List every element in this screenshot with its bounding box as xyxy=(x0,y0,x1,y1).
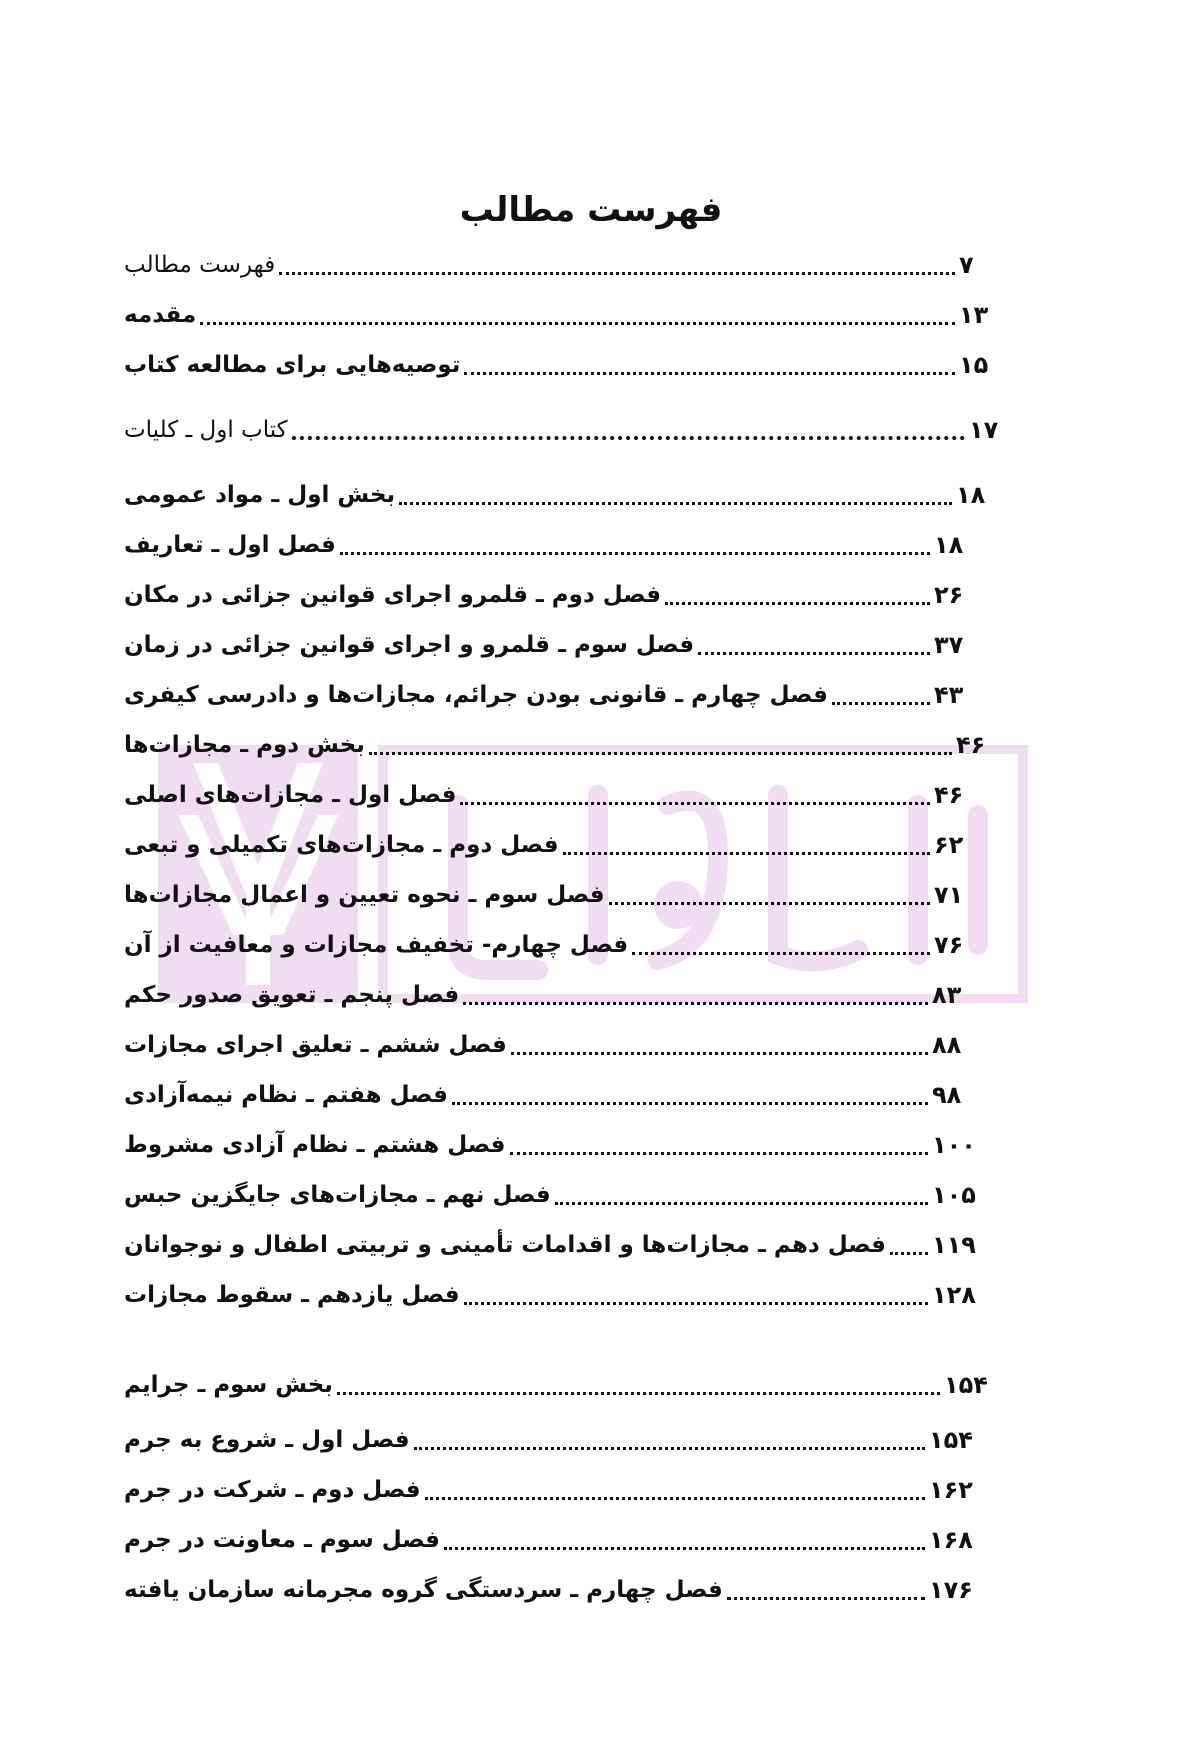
toc-entry-label: فصل پنجم ـ تعویق صدور حکم xyxy=(124,982,460,1008)
toc-entry-label: فصل چهارم- تخفیف مجازات و معافیت از آن xyxy=(124,932,629,958)
toc-entry-label: فصل هفتم ـ نظام نیمه‌آزادی xyxy=(124,1082,448,1108)
toc-entry-chapter xyxy=(118,1075,980,1115)
dot-leader xyxy=(337,1392,940,1395)
toc-entry-part xyxy=(118,475,1004,515)
toc-entry-page: ۱۷ xyxy=(969,416,999,444)
toc-entry-label: فهرست مطالب xyxy=(124,252,276,278)
dot-leader xyxy=(464,1302,928,1305)
toc-entry-chapter xyxy=(118,925,982,965)
dot-leader xyxy=(464,372,955,375)
toc-entry-page: ۱۱۹ xyxy=(932,1231,976,1259)
toc-entry-page: ۸۳ xyxy=(932,981,962,1009)
toc-entry-label: فصل دوم ـ شرکت در جرم xyxy=(124,1477,421,1503)
dot-leader xyxy=(832,702,930,705)
toc-entry-part xyxy=(118,725,1004,765)
dot-leader xyxy=(369,752,952,755)
dot-leader xyxy=(279,272,955,275)
toc-entry-page: ۱۰۵ xyxy=(932,1181,976,1209)
toc-entry-page: ۱۵۴ xyxy=(944,1371,988,1399)
toc-entry-page: ۱۳ xyxy=(959,301,989,329)
toc-entry-chapter xyxy=(118,825,982,865)
toc-entry-page: ۲۶ xyxy=(934,581,964,609)
toc-entry-chapter xyxy=(118,1025,980,1065)
dot-leader xyxy=(555,1202,928,1205)
toc-entry-label: فصل اول ـ شروع به جرم xyxy=(124,1427,410,1453)
toc-entry-page: ۱۸ xyxy=(956,481,986,509)
toc-entry-chapter xyxy=(118,1520,977,1560)
toc-entry-page: ۱۶۲ xyxy=(929,1476,973,1504)
dot-leader xyxy=(632,952,930,955)
toc-entry-label: فصل سوم ـ قلمرو و اجرای قوانین جزائی در زمان xyxy=(124,632,695,658)
dot-leader xyxy=(563,852,930,855)
toc-entry-page: ۱۲۸ xyxy=(932,1281,976,1309)
dot-leader xyxy=(890,1252,928,1255)
toc-entry-page: ۷۱ xyxy=(934,881,964,909)
toc-entry xyxy=(118,245,1007,285)
toc-entry-part xyxy=(118,1365,992,1405)
toc-entry-chapter xyxy=(118,775,982,815)
toc-entry-label: کتاب اول ـ کلیات xyxy=(124,417,288,443)
toc-entry-page: ۶۲ xyxy=(934,831,964,859)
toc-entry-label: مقدمه xyxy=(124,302,197,328)
toc-entry-chapter xyxy=(118,1275,980,1315)
toc-entry-page: ۴۶ xyxy=(934,781,964,809)
toc-entry-page: ۱۷۶ xyxy=(929,1576,973,1604)
dot-leader xyxy=(200,322,955,325)
toc-entry-label: فصل دوم ـ مجازات‌های تکمیلی و تبعی xyxy=(124,832,559,858)
dot-leader xyxy=(510,1152,929,1155)
dot-leader xyxy=(698,652,930,655)
toc-entry-page: ۹۸ xyxy=(932,1081,962,1109)
page-title: فهرست مطالب xyxy=(459,190,723,230)
toc-entry-chapter xyxy=(118,1420,977,1460)
toc-entry-label: فصل ششم ـ تعلیق اجرای مجازات xyxy=(124,1032,507,1058)
toc-entry-page: ۳۷ xyxy=(934,631,964,659)
toc-entry-label: فصل هشتم ـ نظام آزادی مشروط xyxy=(124,1132,506,1158)
dot-leader xyxy=(340,552,930,555)
toc-entry-chapter xyxy=(118,875,982,915)
toc-entry-chapter xyxy=(118,1175,980,1215)
toc-entry-label: توصیه‌هایی برای مطالعه کتاب xyxy=(124,352,461,378)
toc-entry-page: ۴۶ xyxy=(956,731,986,759)
toc-entry-page: ۴۳ xyxy=(934,681,964,709)
toc-entry-chapter xyxy=(118,525,982,565)
dot-leader xyxy=(665,602,930,605)
toc-entry-chapter xyxy=(118,625,982,665)
dot-leader xyxy=(425,1497,925,1500)
toc-entry-page: ۱۰۰ xyxy=(932,1131,976,1159)
dot-leader xyxy=(399,502,952,505)
toc-entry-label: فصل اول ـ مجازات‌های اصلی xyxy=(124,782,457,808)
dot-leader xyxy=(727,1597,925,1600)
toc-entry-label: فصل دهم ـ مجازات‌ها و اقدامات تأمینی و تربیتی اطفال و نوجوانان xyxy=(124,1232,886,1258)
toc-entry-chapter xyxy=(118,1570,977,1610)
dot-leader xyxy=(609,902,930,905)
toc-entry-page: ۸۸ xyxy=(932,1031,962,1059)
toc-entry-label: فصل سوم ـ نحوه تعیین و اعمال مجازات‌ها xyxy=(124,882,605,908)
toc-entry-chapter xyxy=(118,675,982,715)
toc-entry-page: ۷۶ xyxy=(934,931,964,959)
toc-entry-chapter xyxy=(118,575,982,615)
toc-entry-label: فصل چهارم ـ سردستگی گروه مجرمانه سازمان یافته xyxy=(124,1577,723,1603)
toc-entry-label: فصل دوم ـ قلمرو اجرای قوانین جزائی در مکان xyxy=(124,582,662,608)
dot-leader xyxy=(414,1447,925,1450)
dot-leader xyxy=(444,1547,925,1550)
dot-leader xyxy=(463,1002,928,1005)
toc-entry-page: ۷ xyxy=(959,251,974,279)
toc-entry-label: فصل یازدهم ـ سقوط مجازات xyxy=(124,1282,460,1308)
toc-entry-book xyxy=(118,410,1017,450)
dot-leader xyxy=(452,1102,928,1105)
toc-entry-label: بخش اول ـ مواد عمومی xyxy=(124,482,396,508)
toc-entry xyxy=(118,295,1007,335)
toc-entry-label: فصل نهم ـ مجازات‌های جایگزین حبس xyxy=(124,1182,551,1208)
toc-entry-chapter xyxy=(118,1470,977,1510)
toc-entry-chapter xyxy=(118,975,980,1015)
dot-leader xyxy=(511,1052,928,1055)
toc-entry-chapter xyxy=(118,1125,980,1165)
dot-leader xyxy=(460,802,930,805)
toc-entry-label: بخش دوم ـ مجازات‌ها xyxy=(124,732,365,758)
toc-entry-label: بخش سوم ـ جرایم xyxy=(124,1372,333,1398)
toc-entry-page: ۱۵ xyxy=(959,351,989,379)
toc-entry-page: ۱۸ xyxy=(934,531,964,559)
toc-entry-label: فصل چهارم ـ قانونی بودن جرائم، مجازات‌ها و دادرسی کیفری xyxy=(124,682,828,708)
toc-entry xyxy=(118,345,1007,385)
toc-entry-label: فصل اول ـ تعاریف xyxy=(124,532,336,558)
toc-entry-label: فصل سوم ـ معاونت در جرم xyxy=(124,1527,440,1553)
toc-entry-chapter xyxy=(118,1225,980,1265)
dot-leader xyxy=(292,436,965,440)
toc-entry-page: ۱۵۴ xyxy=(929,1426,973,1454)
toc-entry-page: ۱۶۸ xyxy=(929,1526,973,1554)
